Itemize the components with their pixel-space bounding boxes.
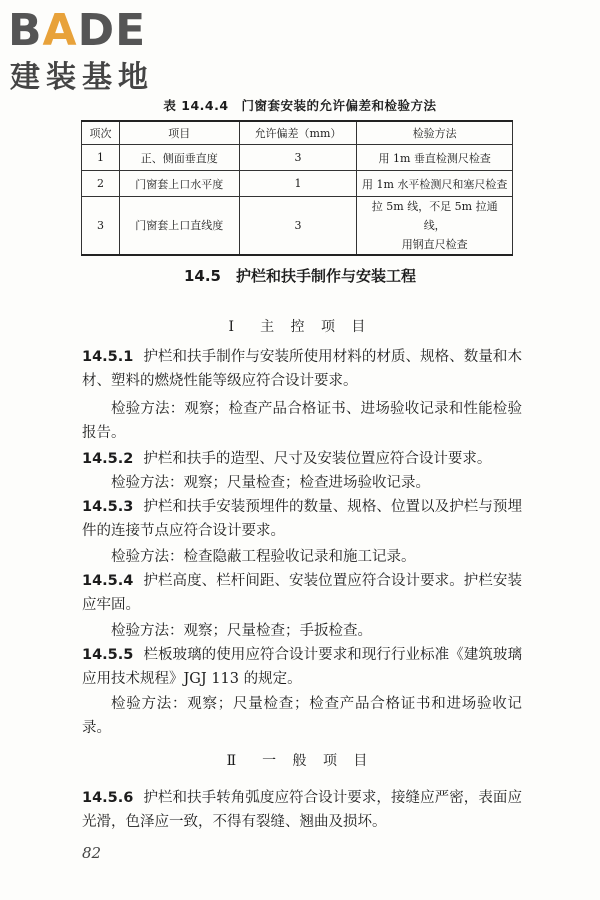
table-title: 表 14.4.4 门窗套安装的允许偏差和检验方法 <box>163 98 437 113</box>
clause-number: 14.5.1 <box>82 349 134 365</box>
clause-paragraph <box>82 447 522 471</box>
clause-paragraph <box>82 643 522 691</box>
table-row <box>82 197 513 256</box>
inspection-method: 检验方法：观察；尺量检查；检查进场验收记录。 <box>111 475 430 491</box>
logo-subtitle: 建装基地 <box>10 60 154 95</box>
clause-text: 护栏和扶手转角弧度应符合设计要求，接缝应严密，表面应光滑，色泽应一致，不得有裂缝、翘曲及损坏。 <box>82 790 522 830</box>
main-items-heading: Ⅰ 主 控 项 目 <box>228 319 372 335</box>
clause-number: 14.5.6 <box>82 790 134 806</box>
table-header-row <box>82 121 513 145</box>
table-cell-method <box>357 197 513 256</box>
logo-wordmark: BADE <box>8 5 147 56</box>
table-header-cell: 项次 <box>82 121 120 145</box>
clause-text: 护栏和扶手安装预埋件的数量、规格、位置以及护栏与预埋件的连接节点应符合设计要求。 <box>82 499 522 539</box>
clause-text: 护栏和扶手的造型、尺寸及安装位置应符合设计要求。 <box>143 451 492 467</box>
table-cell-tolerance: 1 <box>239 171 357 197</box>
inspection-method: 检验方法：检查隐蔽工程验收记录和施工记录。 <box>111 549 416 565</box>
clause-paragraph <box>82 345 522 393</box>
table-cell-item: 门窗套上口直线度 <box>119 197 239 256</box>
clause-paragraph <box>82 569 522 617</box>
general-items-heading: Ⅱ 一 般 项 目 <box>226 753 374 769</box>
table-cell-method: 用 1m 垂直检测尺检查 <box>357 145 513 171</box>
clause-paragraph <box>82 495 522 543</box>
clause-text: 栏板玻璃的使用应符合设计要求和现行行业标准《建筑玻璃应用技术规程》JGJ 113 的规定。 <box>82 647 522 687</box>
inspection-method: 检验方法：观察；尺量检查；手扳检查。 <box>111 623 372 639</box>
method-line: 用钢直尺检查 <box>401 238 468 251</box>
table-cell-tolerance: 3 <box>239 197 357 256</box>
table-row <box>82 145 513 171</box>
clause-number: 14.5.5 <box>82 647 134 663</box>
clause-number: 14.5.3 <box>82 499 134 515</box>
table-row <box>82 171 513 197</box>
table-cell-index: 2 <box>82 171 120 197</box>
method-line: 拉 5m 线，不足 5m 拉通线， <box>371 200 498 232</box>
table-cell-index: 3 <box>82 197 120 256</box>
table-cell-index: 1 <box>82 145 120 171</box>
table-cell-method: 用 1m 水平检测尺和塞尺检查 <box>357 171 513 197</box>
clause-number: 14.5.2 <box>82 451 134 467</box>
table-header-cell: 允许偏差（mm） <box>239 121 357 145</box>
watermark-logo <box>8 6 178 98</box>
inspection-method: 检验方法：观察；检查产品合格证书、进场验收记录和性能检验报告。 <box>82 401 522 441</box>
inspection-method: 检验方法：观察；尺量检查；检查产品合格证书和进场验收记录。 <box>82 696 522 736</box>
page-number: 82 <box>82 844 102 862</box>
table-cell-item: 门窗套上口水平度 <box>119 171 239 197</box>
clause-text: 护栏高度、栏杆间距、安装位置应符合设计要求。护栏安装应牢固。 <box>82 573 522 613</box>
clause-text: 护栏和扶手制作与安装所使用材料的材质、规格、数量和木材、塑料的燃烧性能等级应符合设计要求。 <box>82 349 522 389</box>
section-title: 14.5 护栏和扶手制作与安装工程 <box>183 267 416 285</box>
table-cell-item: 正、侧面垂直度 <box>119 145 239 171</box>
tolerance-table <box>81 120 513 256</box>
table-cell-tolerance: 3 <box>239 145 357 171</box>
table-header-cell: 检验方法 <box>357 121 513 145</box>
clause-paragraph <box>82 786 522 834</box>
table-header-cell: 项目 <box>119 121 239 145</box>
clause-number: 14.5.4 <box>82 573 134 589</box>
